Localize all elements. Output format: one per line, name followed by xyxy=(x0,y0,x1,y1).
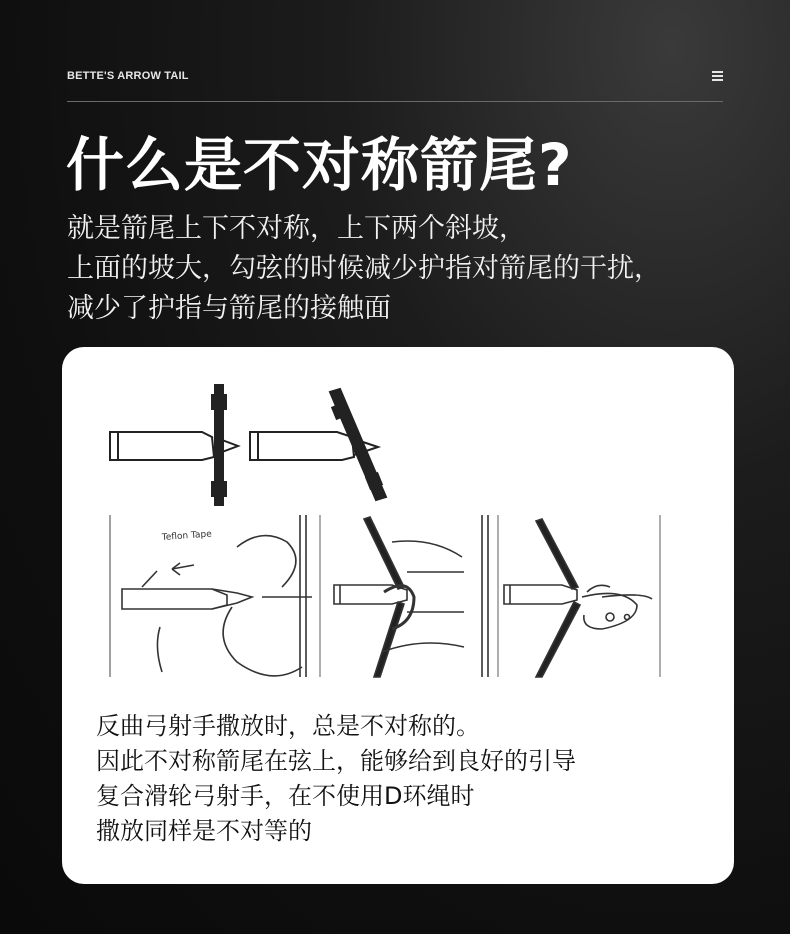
string-panel-right xyxy=(482,515,660,677)
header-divider xyxy=(67,101,723,102)
brand-label: BETTE'S ARROW TAIL xyxy=(67,70,189,82)
hamburger-menu-icon[interactable] xyxy=(712,71,723,81)
string-panel-middle xyxy=(300,515,464,677)
caption-text xyxy=(96,709,716,849)
caption-line-2: 因此不对称箭尾在弦上，能够给到良好的引导 xyxy=(96,747,576,775)
page-title: 什么是不对称箭尾? xyxy=(66,131,573,199)
arrow-tail-illustration xyxy=(62,347,734,697)
page-header xyxy=(67,68,723,88)
caption-line-4: 撒放同样是不对等的 xyxy=(96,817,312,845)
asymmetric-nock-diagram xyxy=(250,389,386,500)
intro-text xyxy=(67,209,747,329)
intro-line-3: 减少了护指与箭尾的接触面 xyxy=(67,293,391,324)
caption-line-3: 复合滑轮弓射手，在不使用D环绳时 xyxy=(96,782,475,810)
teflon-tape-label: Teflon Tape xyxy=(161,529,213,543)
content-card xyxy=(62,347,734,884)
symmetric-nock-diagram xyxy=(110,385,238,505)
intro-line-2: 上面的坡大，勾弦的时候减少护指对箭尾的干扰， xyxy=(67,253,661,284)
caption-line-1: 反曲弓射手撒放时，总是不对称的。 xyxy=(96,712,480,740)
intro-line-1: 就是箭尾上下不对称，上下两个斜坡， xyxy=(67,213,526,244)
